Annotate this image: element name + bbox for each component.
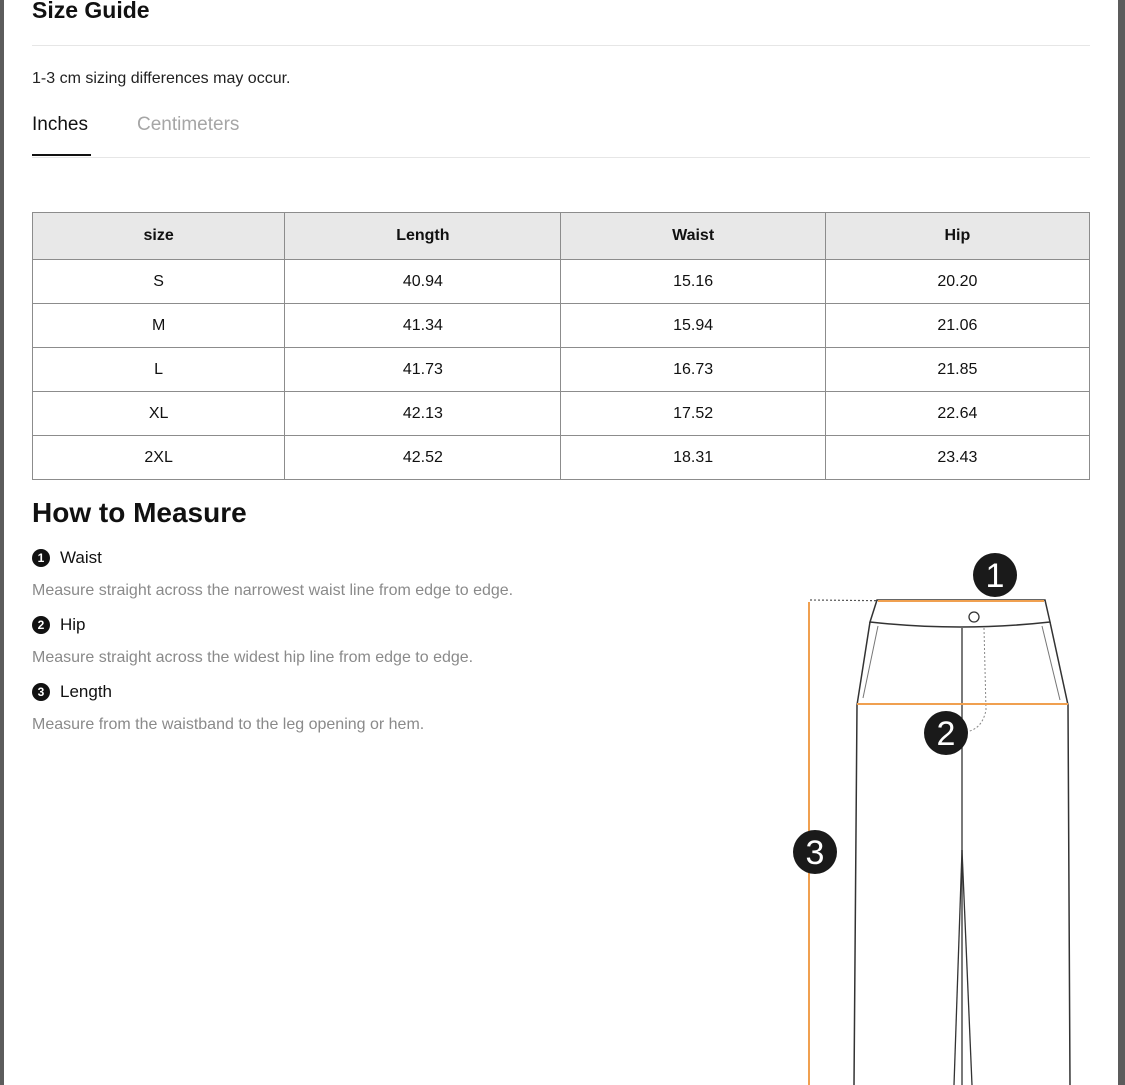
table-row (33, 260, 1090, 304)
table-cell: 42.13 (285, 392, 561, 436)
tab-centimeters[interactable]: Centimeters (137, 114, 240, 135)
table-cell: 16.73 (561, 348, 825, 392)
column-header: Waist (561, 213, 825, 260)
modal-title: Size Guide (32, 0, 150, 23)
measure-name: Length (60, 682, 112, 701)
table-cell: L (33, 348, 285, 392)
number-badge-icon: 2 (32, 616, 50, 634)
table-cell: 18.31 (561, 436, 825, 480)
number-badge-icon: 1 (32, 549, 50, 567)
active-tab-indicator (32, 154, 91, 156)
sizing-note: 1-3 cm sizing differences may occur. (32, 70, 291, 87)
size-table (32, 212, 1090, 480)
table-cell: 15.94 (561, 304, 825, 348)
unit-tabs (32, 112, 1090, 158)
table-cell: S (33, 260, 285, 304)
table-cell: 2XL (33, 436, 285, 480)
fly-stitch (965, 628, 986, 732)
size-guide-modal (4, 0, 1118, 1085)
table-header-row (33, 213, 1090, 260)
table-row (33, 304, 1090, 348)
table-cell: 21.85 (825, 348, 1089, 392)
table-cell: 41.73 (285, 348, 561, 392)
table-cell: 17.52 (561, 392, 825, 436)
label-2-text: 2 (936, 715, 956, 753)
column-header: Length (285, 213, 561, 260)
table-row (33, 436, 1090, 480)
column-header: size (33, 213, 285, 260)
how-to-measure-title: How to Measure (32, 497, 247, 528)
left-pocket-line (863, 626, 878, 698)
label-3-text: 3 (805, 834, 825, 872)
table-cell: XL (33, 392, 285, 436)
table-row (33, 392, 1090, 436)
measure-head (32, 548, 732, 568)
table-cell: 41.34 (285, 304, 561, 348)
label-1-text: 1 (985, 557, 1005, 595)
measure-item-length (32, 682, 732, 735)
measure-head (32, 615, 732, 635)
inner-leg-left (954, 850, 962, 1085)
table-cell: M (33, 304, 285, 348)
right-pocket-line (1042, 626, 1060, 700)
pants-left-outline (854, 622, 870, 1085)
table-cell: 42.52 (285, 436, 561, 480)
column-header: Hip (825, 213, 1089, 260)
divider (32, 45, 1090, 46)
table-cell: 22.64 (825, 392, 1089, 436)
measure-item-waist (32, 548, 732, 601)
table-cell: 20.20 (825, 260, 1089, 304)
number-badge-icon: 3 (32, 683, 50, 701)
table-cell: 15.16 (561, 260, 825, 304)
table-row (33, 348, 1090, 392)
table-cell: 40.94 (285, 260, 561, 304)
measure-description: Measure straight across the widest hip line from edge to edge. (32, 649, 474, 666)
measure-item-hip (32, 615, 732, 668)
inner-leg-right (962, 850, 972, 1085)
backdrop-edge (1118, 0, 1125, 1085)
button-icon (969, 612, 979, 622)
measure-name: Waist (60, 548, 102, 567)
measure-description: Measure from the waistband to the leg opening or hem. (32, 716, 425, 733)
measure-name: Hip (60, 615, 86, 634)
measure-head (32, 682, 732, 702)
pants-right-outline (1050, 622, 1070, 1085)
table-cell: 23.43 (825, 436, 1089, 480)
table-cell: 21.06 (825, 304, 1089, 348)
measure-description: Measure straight across the narrowest waist line from edge to edge. (32, 582, 514, 599)
pants-measurement-diagram (760, 540, 1090, 1085)
tab-inches[interactable]: Inches (32, 114, 88, 135)
waistband-outline (870, 600, 1050, 627)
